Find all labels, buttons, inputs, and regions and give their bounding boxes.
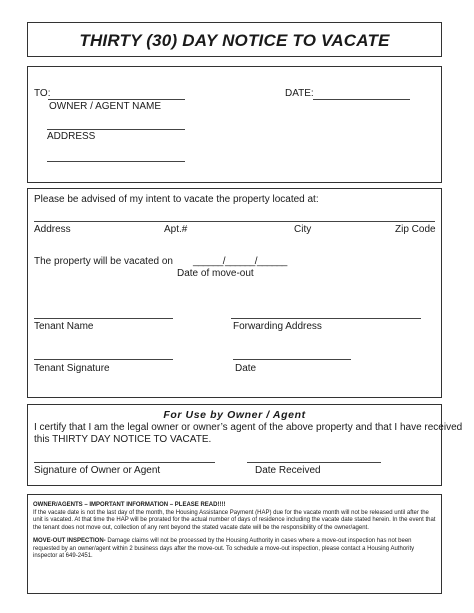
property-box [27, 188, 442, 398]
owner-section-heading: For Use by Owner / Agent [163, 409, 306, 421]
city-label: City [294, 224, 312, 235]
tenant-signature-label: Tenant Signature [34, 363, 110, 374]
apt-label: Apt.# [164, 224, 188, 235]
zip-code-label: Zip Code [395, 224, 436, 235]
owner-name-line[interactable] [48, 99, 185, 100]
inspection-heading: MOVE-OUT INSPECTION- [33, 538, 106, 544]
forwarding-address-line[interactable] [231, 318, 421, 319]
date-label: DATE: [285, 88, 314, 99]
document-title: THIRTY (30) DAY NOTICE TO VACATE [79, 31, 390, 50]
info-paragraph-1: If the vacate date is not the last day of the month, the Housing Assistance Payment (HAP) due for the vacate month will not be released until after the unit is vacated. At that time the HAP will be prorated for the actual number of days of residence including the vacate date stated herein. In the event that the tenant does not move out, collection of any rent beyond the stated vacate date will be the responsibility of the owner/agent. [33, 509, 436, 531]
info-text [33, 502, 437, 561]
date-received-label: Date Received [255, 465, 321, 476]
owner-signature-line[interactable] [34, 462, 215, 463]
to-label: TO: [34, 88, 51, 99]
title-box [27, 22, 442, 57]
owner-agent-box [27, 404, 463, 486]
important-info-box [27, 494, 442, 594]
forwarding-address-label: Forwarding Address [233, 321, 322, 332]
owner-agent-name-label: OWNER / AGENT NAME [49, 101, 162, 112]
move-out-date-field[interactable]: ______/______/______ [193, 256, 287, 267]
info-heading: OWNER/AGENTS – IMPORTANT INFORMATION – PLEASE READ!!!! [33, 502, 226, 508]
intent-text: Please be advised of my intent to vacate the property located at: [34, 194, 319, 205]
tenant-signature-line[interactable] [34, 359, 173, 360]
address-label: ADDRESS [47, 131, 96, 142]
tenant-name-label: Tenant Name [34, 321, 94, 332]
property-address-line[interactable] [34, 221, 435, 222]
date-line[interactable] [313, 99, 410, 100]
certify-text-line1: I certify that I am the legal owner or owner’s agent of the above property and that I have received [34, 422, 463, 433]
certify-text-line2: this THIRTY DAY NOTICE TO VACATE. [34, 434, 212, 445]
recipient-box [27, 66, 442, 183]
address-line-2[interactable] [47, 161, 185, 162]
date-received-line[interactable] [247, 462, 381, 463]
tenant-name-line[interactable] [34, 318, 173, 319]
address-line-1[interactable] [47, 129, 185, 130]
vacate-text: The property will be vacated on [34, 256, 173, 267]
address-label: Address [34, 224, 71, 235]
info-paragraph-2: Damage claims will not be processed by the Housing Authority in cases where a move-out inspection has not been requested by an owner/agent within 2 business days after the move-out. To schedule a move-out inspection, please contact a Housing Authority inspector at 649-2451. [33, 538, 415, 559]
move-out-label: Date of move-out [177, 268, 254, 279]
tenant-date-line[interactable] [233, 359, 351, 360]
tenant-date-label: Date [235, 363, 257, 374]
owner-signature-label: Signature of Owner or Agent [34, 465, 161, 476]
